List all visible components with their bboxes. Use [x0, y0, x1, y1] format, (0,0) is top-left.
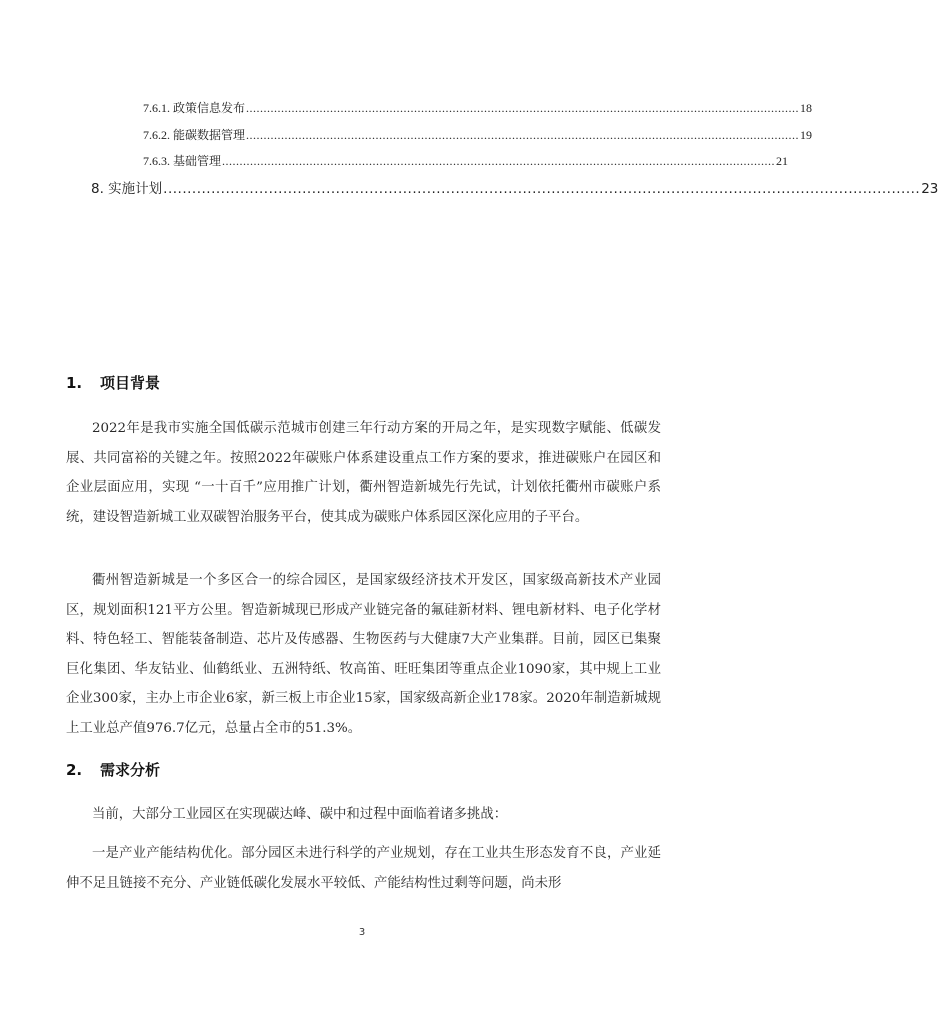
toc-leader-dots: .............................................................................................................................................................. [163, 181, 921, 197]
page-number: 3 [358, 927, 366, 938]
toc-leader-dots: .............................................................................................................................................................. [246, 128, 800, 142]
body-paragraph: 衢州智造新城是一个多区合一的综合园区，是国家级经济技术开发区，国家级高新技术产业园区，规划面积121平方公里。智造新城现已形成产业链完备的氟硅新材料、锂电新材料、电子化学材料、特色轻工、智能装备制造、芯片及传感器、生物医药与大健康7大产业集群。目前，园区已集聚巨化集团、华友钴业、仙鹤纸业、五洲特纸、牧高笛、旺旺集团等重点企业1090家，其中规上工业企业300家，主办上市企业6家，新三板上市企业15家，国家级高新企业178家。2020年制造新城规上工业总产值976.7亿元，总量占全市的51.3%。 [66, 573, 661, 736]
toc-entry[interactable] [143, 99, 813, 116]
toc-entry-label: 7.6.2. 能碳数据管理 [143, 128, 246, 142]
section-heading [66, 372, 160, 393]
section-heading [66, 759, 160, 780]
toc-entry-label: 8. 实施计划 [91, 181, 163, 197]
toc-entry-label: 7.6.1. 政策信息发布 [143, 101, 246, 115]
toc-entry-page: 21 [776, 154, 789, 168]
section-title: 需求分析 [100, 761, 161, 779]
toc-entry[interactable] [143, 152, 789, 169]
toc-entry-page: 18 [800, 101, 813, 115]
section-number: 1. [66, 374, 83, 392]
body-paragraph: 当前，大部分工业园区在实现碳达峰、碳中和过程中面临着诸多挑战： [92, 807, 508, 822]
section-number: 2. [66, 761, 83, 779]
toc-entry-label: 7.6.3. 基础管理 [143, 154, 222, 168]
section-title: 项目背景 [100, 374, 161, 392]
toc-entry-page: 19 [800, 128, 813, 142]
body-paragraph: 2022年是我市实施全国低碳示范城市创建三年行动方案的开局之年，是实现数字赋能、低碳发展、共同富裕的关键之年。按照2022年碳账户体系建设重点工作方案的要求，推进碳账户在园区和企业层面应用，实现 “一十百千”应用推广计划，衢州智造新城先行先试，计划依托衢州市碳账户系统，建设智造新城工业双碳智治服务平台，使其成为碳账户体系园区深化应用的子平台。 [66, 421, 661, 525]
toc-leader-dots: .............................................................................................................................................................. [222, 154, 776, 168]
toc-entry-page: 23 [921, 181, 938, 197]
toc-entry[interactable] [143, 126, 813, 143]
toc-leader-dots: .............................................................................................................................................................. [246, 101, 800, 115]
toc-entry[interactable] [91, 177, 938, 197]
body-paragraph: 一是产业产能结构优化。部分园区未进行科学的产业规划，存在工业共生形态发育不良，产业延伸不足且链接不充分、产业链低碳化发展水平较低、产能结构性过剩等问题，尚未形 [66, 846, 661, 891]
